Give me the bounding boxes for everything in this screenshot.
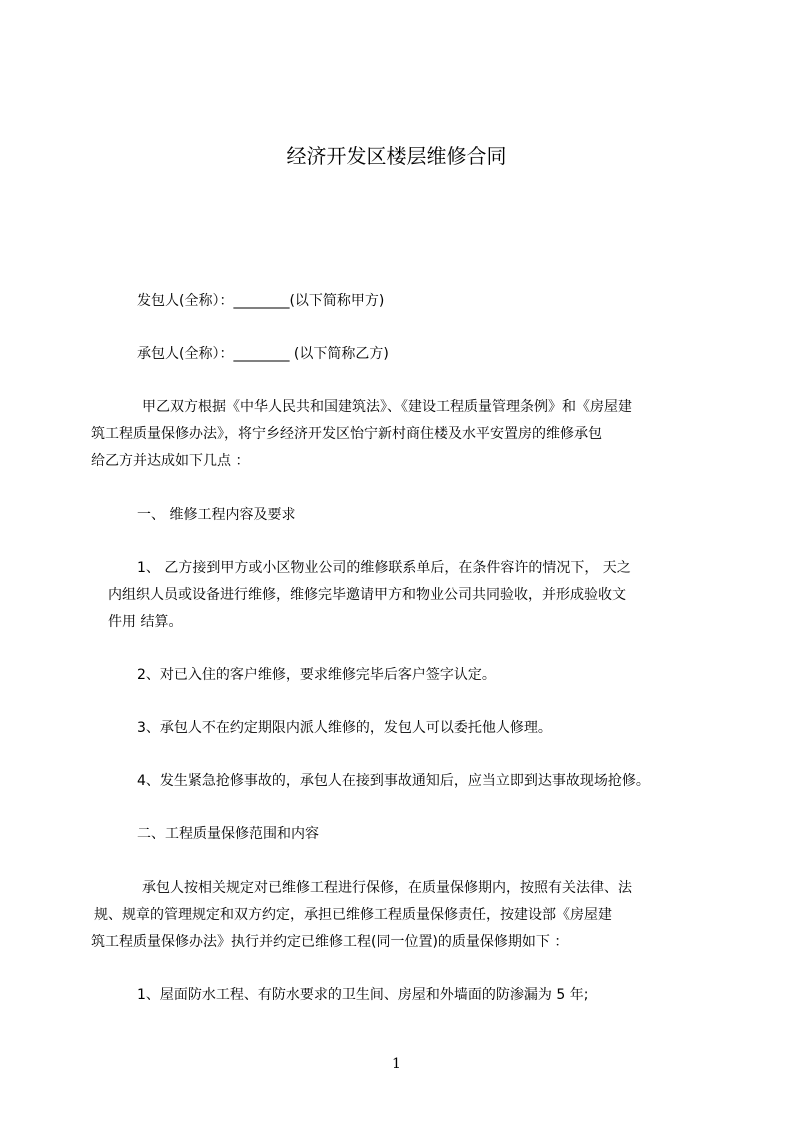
section-2-para-line-1: 承包人按相关规定对已维修工程进行保修，在质量保修期内，按照有关法律、法 <box>142 880 632 896</box>
section-2-para-line-2: 规、规章的管理规定和双方约定，承担已维修工程质量保修责任，按建设部《房屋建 <box>94 907 612 923</box>
section-1-heading: 一、 维修工程内容及要求 <box>137 507 296 523</box>
section-1-item-1-line-1: 1、 乙方接到甲方或小区物业公司的维修联系单后，在条件容许的情况下， 天之 <box>137 560 631 576</box>
party-b-line: 承包人(全称）：________ (以下简称乙方) <box>137 346 389 362</box>
section-1-item-1-line-3: 件用 结算。 <box>108 614 183 630</box>
intro-line-3: 给乙方并达成如下几点 ： <box>91 453 250 469</box>
section-1-item-1-line-2: 内组织人员或设备进行维修，维修完毕邀请甲方和物业公司共同验收，并形成验收文 <box>108 587 626 603</box>
section-1-item-4: 4、发生紧急抢修事故的，承包人在接到事故通知后，应当立即到达事故现场抢修。 <box>137 773 650 789</box>
page-number: 1 <box>392 1056 401 1072</box>
party-a-line: 发包人(全称）：________(以下简称甲方) <box>137 293 385 309</box>
intro-line-2: 筑工程质量保修办法》，将宁乡经济开发区怡宁新村商住楼及水平安置房的维修承包 <box>91 426 602 442</box>
section-2-heading: 二、工程质量保修范围和内容 <box>137 826 319 842</box>
section-2-para-line-3: 筑工程质量保修办法》执行并约定已维修工程(同一位置)的质量保修期如下 ： <box>91 934 569 950</box>
section-2-item-1: 1、屋面防水工程、有防水要求的卫生间、房屋和外墙面的防渗漏为 5 年; <box>137 987 589 1003</box>
document-title: 经济开发区楼层维修合同 <box>286 144 507 168</box>
section-1-item-3: 3、承包人不在约定期限内派人维修的，发包人可以委托他人修理。 <box>137 720 552 736</box>
intro-line-1: 甲乙双方根据《中华人民共和国建筑法》、《建设工程质量管理条例》和《房屋建 <box>142 399 632 415</box>
section-1-item-2: 2、对已入住的客户维修，要求维修完毕后客户签字认定。 <box>137 667 496 683</box>
